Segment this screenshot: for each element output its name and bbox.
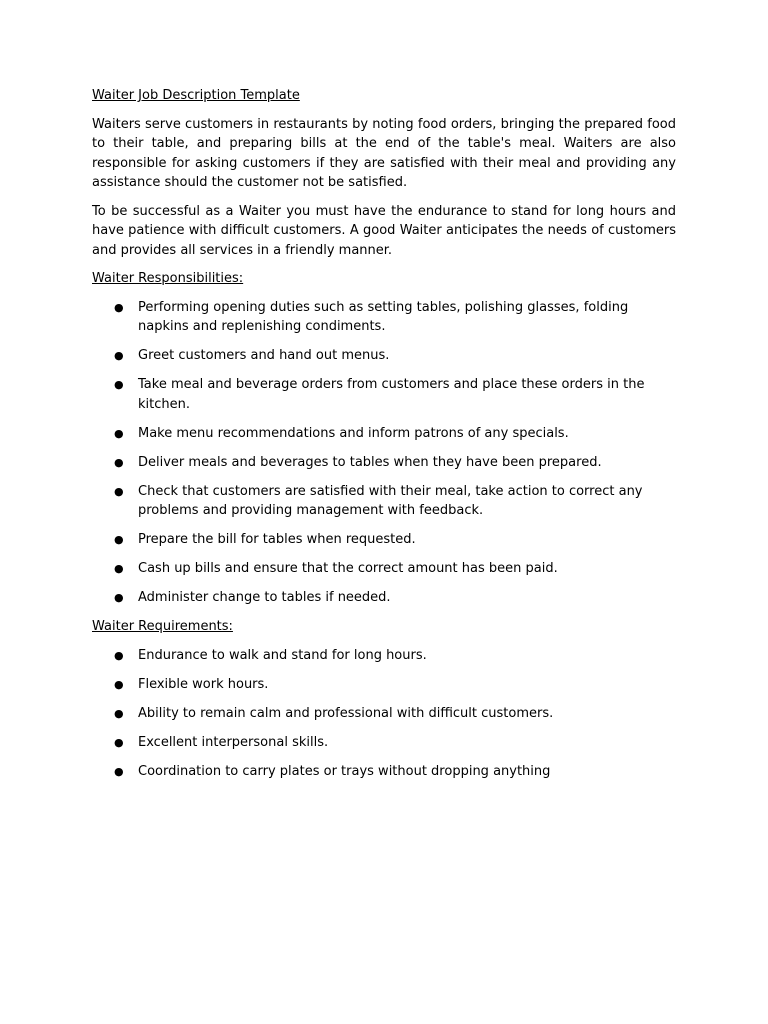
document-title: Waiter Job Description Template (92, 88, 300, 103)
list-item (92, 346, 676, 366)
list-item-text: Excellent interpersonal skills. (138, 734, 329, 750)
list-item-text: Check that customers are satisfied with their meal, take action to correct any problems and providing management with feedback. (138, 483, 643, 518)
list-item (92, 762, 676, 782)
requirements-heading: Waiter Requirements: (92, 619, 233, 634)
list-item (92, 482, 676, 521)
bullet-icon: ● (114, 533, 124, 546)
bullet-icon: ● (114, 735, 124, 749)
list-item-text: Make menu recommendations and inform patrons of any specials. (138, 425, 569, 441)
list-item-text: Deliver meals and beverages to tables when they have been prepared. (138, 454, 602, 470)
bullet-icon: ● (114, 426, 124, 440)
list-item (92, 588, 676, 608)
bullet-icon: ● (114, 648, 124, 662)
list-item-text: Take meal and beverage orders from customers and place these orders in the kitchen. (138, 377, 645, 412)
list-item (92, 375, 676, 414)
requirements-list (92, 646, 676, 782)
list-item-text: Administer change to tables if needed. (138, 590, 391, 605)
bullet-icon: ● (114, 484, 124, 498)
list-item-text: Performing opening duties such as setting tables, polishing glasses, folding napkins and replenishing condiments. (138, 299, 629, 334)
list-item (92, 530, 676, 550)
list-item-text: Flexible work hours. (138, 676, 269, 692)
intro-paragraph: Waiters serve customers in restaurants by noting food orders, bringing the prepared food to their table, and preparing bills at the end of the table's meal. Waiters are also responsible for asking customers if they are satisfied with their meal and providing any assistance should the customer not be satisfied. (92, 116, 676, 190)
bullet-icon: ● (114, 455, 124, 469)
responsibilities-list (92, 298, 676, 608)
bullet-icon: ● (114, 591, 124, 604)
bullet-icon: ● (114, 677, 124, 691)
bullet-icon: ● (114, 562, 124, 575)
list-item (92, 453, 676, 473)
list-item-text: Ability to remain calm and professional with difficult customers. (138, 705, 554, 721)
bullet-icon: ● (114, 300, 124, 314)
list-item (92, 704, 676, 724)
success-paragraph: To be successful as a Waiter you must have the endurance to stand for long hours and have patience with difficult customers. A good Waiter anticipates the needs of customers and provides all services in a friendly manner. (92, 203, 676, 258)
list-item-text: Endurance to walk and stand for long hours. (138, 647, 427, 663)
list-item (92, 646, 676, 666)
bullet-icon: ● (114, 349, 124, 362)
list-item (92, 675, 676, 695)
bullet-icon: ● (114, 378, 124, 391)
list-item-text: Greet customers and hand out menus. (138, 348, 390, 363)
bullet-icon: ● (114, 764, 124, 778)
bullet-icon: ● (114, 706, 124, 720)
document-page (92, 86, 676, 791)
list-item-text: Coordination to carry plates or trays without dropping anything (138, 763, 551, 779)
list-item (92, 298, 676, 337)
list-item (92, 733, 676, 753)
list-item-text: Prepare the bill for tables when requested. (138, 532, 416, 547)
list-item (92, 424, 676, 444)
list-item (92, 559, 676, 579)
responsibilities-heading: Waiter Responsibilities: (92, 271, 244, 286)
list-item-text: Cash up bills and ensure that the correct amount has been paid. (138, 561, 558, 576)
